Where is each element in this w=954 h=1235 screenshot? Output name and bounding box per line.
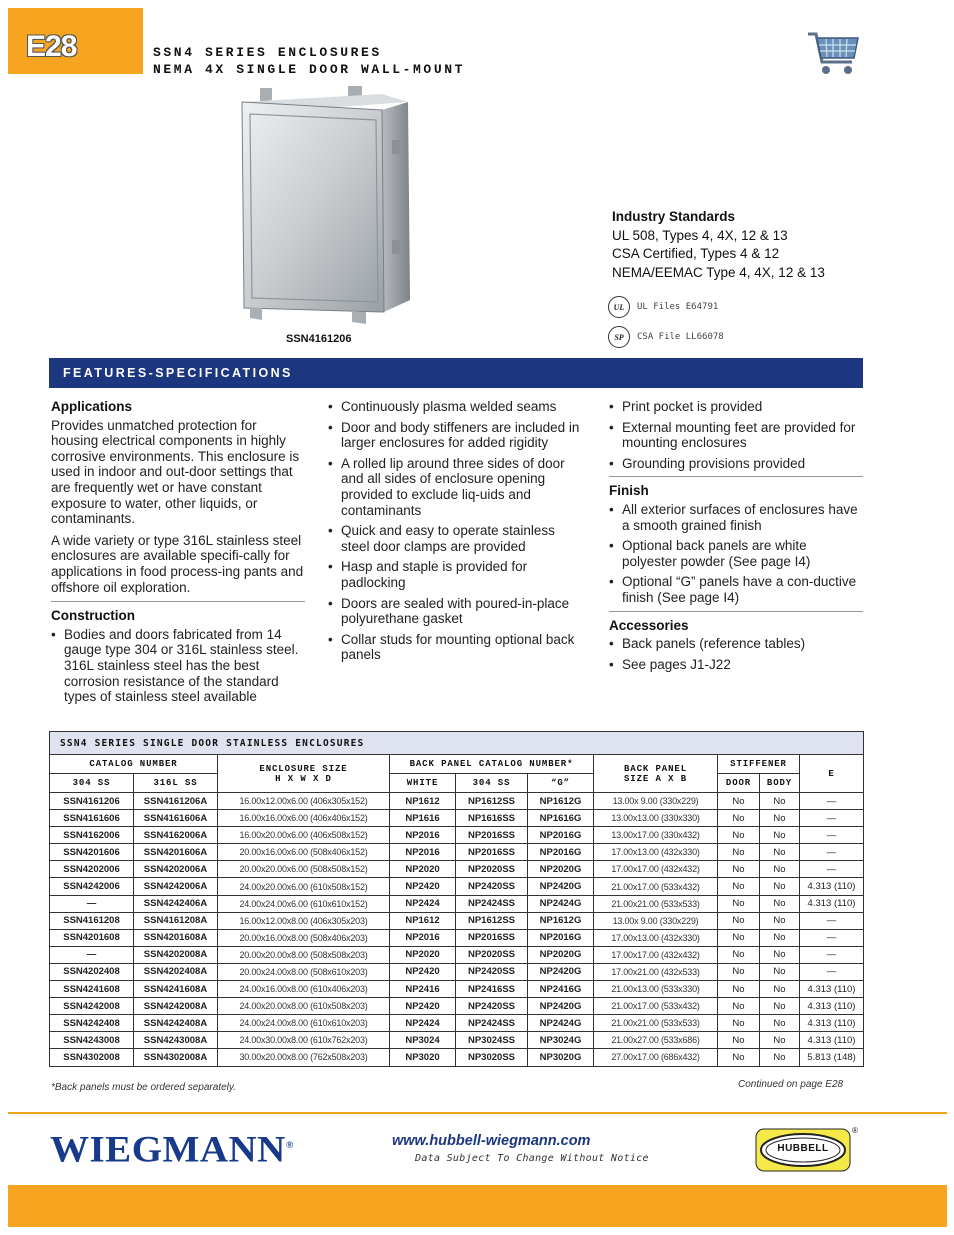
ul-cert-row [608, 296, 718, 318]
cell-g: NP1612G [528, 793, 594, 810]
cell-enclosure-size: 16.00x16.00x6.00 (406x406x152) [218, 810, 390, 827]
cell-door: No [718, 963, 760, 980]
back-panel-size-label: BACK PANEL [623, 763, 687, 774]
cell-bp-size: 13.00x 9.00 (330x229) [594, 912, 718, 929]
cell-316lss: SSN4201608A [134, 929, 218, 946]
cell-enclosure-size: 20.00x20.00x6.00 (508x508x152) [218, 861, 390, 878]
footnote: *Back panels must be ordered separately. [51, 1082, 236, 1093]
feature-item: • Grounding provisions provided [609, 456, 863, 472]
cell-bp-304ss: NP2020SS [456, 861, 528, 878]
cell-body: No [760, 844, 800, 861]
cell-bp-size: 21.00x21.00 (533x533) [594, 1015, 718, 1032]
csa-file: CSA File LL66078 [637, 332, 724, 342]
cell-bp-size: 21.00x17.00 (533x432) [594, 878, 718, 895]
hubbell-wordmark: HUBBELL [777, 1143, 829, 1154]
cell-door: No [718, 1015, 760, 1032]
cell-304ss: SSN4242006 [50, 878, 134, 895]
cell-white: NP1612 [390, 793, 456, 810]
cell-door: No [718, 878, 760, 895]
cell-g: NP2420G [528, 878, 594, 895]
cell-bp-304ss: NP2424SS [456, 1015, 528, 1032]
table-title: SSN4 SERIES SINGLE DOOR STAINLESS ENCLOSURES [50, 732, 864, 755]
applications-paragraph: Provides unmatched protection for housing electrical components in highly corrosive environments. This enclosure is used in indoor and out-door settings that are frequently wet or have constant exposure to water, other liquids, or contaminants. [51, 417, 300, 527]
cell-white: NP2416 [390, 981, 456, 998]
cell-body: No [760, 1015, 800, 1032]
cell-white: NP2420 [390, 998, 456, 1015]
cell-bp-size: 21.00x17.00 (533x432) [594, 998, 718, 1015]
table-row [50, 810, 864, 827]
cell-316lss: SSN4161206A [134, 793, 218, 810]
industry-standards [612, 208, 825, 282]
cell-door: No [718, 844, 760, 861]
ss304-header: 304 SS [50, 774, 134, 793]
enclosure-table-wrap [49, 731, 863, 1067]
back-panel-size-header [594, 755, 718, 793]
cell-316lss: SSN4202008A [134, 946, 218, 963]
cell-304ss: SSN4161206 [50, 793, 134, 810]
table-row [50, 827, 864, 844]
cell-e: — [800, 912, 864, 929]
g-header: “G” [528, 774, 594, 793]
table-row [50, 895, 864, 912]
cell-bp-size: 13.00x 9.00 (330x229) [594, 793, 718, 810]
cell-316lss: SSN4161208A [134, 912, 218, 929]
cell-door: No [718, 929, 760, 946]
cell-304ss: — [50, 895, 134, 912]
brand-mark: ® [285, 1140, 294, 1151]
enclosure-size-label: ENCLOSURE SIZE [259, 763, 348, 774]
cell-white: NP2420 [390, 878, 456, 895]
body-header: BODY [760, 774, 800, 793]
features-col-3 [609, 399, 863, 677]
cell-e: 4.313 (110) [800, 1015, 864, 1032]
cell-door: No [718, 946, 760, 963]
standard-line: CSA Certified, Types 4 & 12 [612, 246, 780, 261]
enclosure-table [49, 731, 864, 1067]
cell-bp-size: 17.00x13.00 (432x330) [594, 844, 718, 861]
e-header: E [800, 755, 864, 793]
cell-304ss: SSN4243008 [50, 1032, 134, 1049]
cell-bp-304ss: NP2420SS [456, 878, 528, 895]
cell-g: NP3024G [528, 1032, 594, 1049]
cell-304ss: SSN4201608 [50, 929, 134, 946]
cell-g: NP1612G [528, 912, 594, 929]
cell-304ss: SSN4162006 [50, 827, 134, 844]
table-row [50, 861, 864, 878]
feature-item: • Continuously plasma welded seams [328, 399, 584, 415]
cell-bp-size: 17.00x21.00 (432x533) [594, 963, 718, 980]
cell-g: NP2420G [528, 963, 594, 980]
cell-bp-size: 17.00x17.00 (432x432) [594, 861, 718, 878]
accessories-item: • Back panels (reference tables) [609, 636, 863, 652]
cell-enclosure-size: 24.00x20.00x6.00 (610x508x152) [218, 878, 390, 895]
table-row [50, 963, 864, 980]
construction-item: • Bodies and doors fabricated from 14 gauge type 304 or 316L stainless steel. 316L stainless steel has the best corrosion resistance of the standard types of stainless steel available [51, 627, 305, 705]
cell-enclosure-size: 20.00x20.00x8.00 (508x508x203) [218, 946, 390, 963]
hubbell-mark: ® [852, 1126, 858, 1135]
cell-316lss: SSN4242008A [134, 998, 218, 1015]
cell-bp-size: 21.00x13.00 (533x330) [594, 981, 718, 998]
cell-e: 4.313 (110) [800, 1032, 864, 1049]
cell-316lss: SSN4162006A [134, 827, 218, 844]
cell-white: NP2424 [390, 895, 456, 912]
title-line-2: NEMA 4X SINGLE DOOR WALL-MOUNT [153, 62, 466, 77]
feature-item: • A rolled lip around three sides of door and all sides of enclosure opening provided to exclude liq-uids and contaminants [328, 456, 584, 518]
cell-door: No [718, 895, 760, 912]
cell-door: No [718, 861, 760, 878]
cell-body: No [760, 946, 800, 963]
back-panel-size-dims: SIZE A X B [623, 773, 687, 784]
cell-body: No [760, 1032, 800, 1049]
ul-file: UL Files E64791 [637, 302, 719, 312]
table-row [50, 929, 864, 946]
hubbell-logo [755, 1128, 858, 1172]
cell-white: NP2020 [390, 861, 456, 878]
feature-item: • Door and body stiffeners are included in larger enclosures for added rigidity [328, 420, 584, 451]
cell-white: NP2016 [390, 929, 456, 946]
table-row [50, 998, 864, 1015]
back-panel-catalog-header: BACK PANEL CATALOG NUMBER* [390, 755, 594, 774]
table-row [50, 1049, 864, 1066]
ss316-header: 316L SS [134, 774, 218, 793]
cell-e: — [800, 861, 864, 878]
table-row [50, 981, 864, 998]
white-header: WHITE [390, 774, 456, 793]
cell-g: NP2416G [528, 981, 594, 998]
shopping-cart-icon[interactable] [806, 28, 862, 80]
cell-304ss: — [50, 946, 134, 963]
cell-g: NP3020G [528, 1049, 594, 1066]
cell-body: No [760, 998, 800, 1015]
footer-divider [8, 1112, 947, 1114]
cell-enclosure-size: 24.00x16.00x8.00 (610x406x203) [218, 981, 390, 998]
accessories-heading: Accessories [609, 617, 689, 633]
cell-body: No [760, 827, 800, 844]
divider [609, 611, 863, 612]
cell-door: No [718, 981, 760, 998]
brand-name: WIEGMANN [50, 1129, 286, 1170]
finish-heading: Finish [609, 483, 649, 499]
cell-white: NP1612 [390, 912, 456, 929]
stiffener-header: STIFFENER [718, 755, 800, 774]
cell-bp-304ss: NP2020SS [456, 946, 528, 963]
cell-e: — [800, 929, 864, 946]
features-bar-label: FEATURES-SPECIFICATIONS [63, 366, 293, 380]
cell-door: No [718, 827, 760, 844]
cell-body: No [760, 963, 800, 980]
cell-bp-304ss: NP3024SS [456, 1032, 528, 1049]
features-col-1 [51, 399, 305, 710]
continued-note: Continued on page E28 [738, 1079, 844, 1090]
cell-white: NP2420 [390, 963, 456, 980]
table-body [50, 793, 864, 1067]
cell-white: NP2020 [390, 946, 456, 963]
applications-paragraph: A wide variety or type 316L stainless steel enclosures are available specifi-cally for applications in food process-ing pants and offshore oil exploration. [51, 532, 304, 595]
cell-body: No [760, 810, 800, 827]
cell-304ss: SSN4242408 [50, 1015, 134, 1032]
cell-304ss: SSN4201606 [50, 844, 134, 861]
cell-316lss: SSN4242006A [134, 878, 218, 895]
finish-item: • Optional “G” panels have a con-ductive finish (See page I4) [609, 574, 863, 605]
cell-bp-304ss: NP1616SS [456, 810, 528, 827]
cell-g: NP2424G [528, 1015, 594, 1032]
cell-316lss: SSN4302008A [134, 1049, 218, 1066]
cell-316lss: SSN4202006A [134, 861, 218, 878]
wiegmann-logo [50, 1128, 294, 1171]
cell-enclosure-size: 24.00x20.00x8.00 (610x508x203) [218, 998, 390, 1015]
cell-body: No [760, 861, 800, 878]
cell-door: No [718, 1032, 760, 1049]
website-link[interactable]: www.hubbell-wiegmann.com [392, 1133, 591, 1149]
bp304-header: 304 SS [456, 774, 528, 793]
cell-316lss: SSN4243008A [134, 1032, 218, 1049]
cell-door: No [718, 810, 760, 827]
cell-body: No [760, 929, 800, 946]
cell-316lss: SSN4201606A [134, 844, 218, 861]
table-row [50, 946, 864, 963]
cell-304ss: SSN4202408 [50, 963, 134, 980]
divider [51, 601, 305, 602]
cell-316lss: SSN4161606A [134, 810, 218, 827]
cell-304ss: SSN4242008 [50, 998, 134, 1015]
cell-g: NP2020G [528, 946, 594, 963]
cell-g: NP2016G [528, 844, 594, 861]
cell-bp-304ss: NP1612SS [456, 793, 528, 810]
title-line-1: SSN4 SERIES ENCLOSURES [153, 45, 382, 60]
table-row [50, 1015, 864, 1032]
cell-enclosure-size: 16.00x12.00x8.00 (406x305x203) [218, 912, 390, 929]
cell-bp-304ss: NP3020SS [456, 1049, 528, 1066]
cell-bp-size: 13.00x17.00 (330x432) [594, 827, 718, 844]
table-row [50, 844, 864, 861]
enclosure-size-header [218, 755, 390, 793]
cell-e: 4.313 (110) [800, 998, 864, 1015]
cell-bp-304ss: NP2016SS [456, 844, 528, 861]
cell-bp-304ss: NP2420SS [456, 963, 528, 980]
cell-316lss: SSN4242408A [134, 1015, 218, 1032]
cell-door: No [718, 793, 760, 810]
cell-enclosure-size: 24.00x24.00x8.00 (610x610x203) [218, 1015, 390, 1032]
cell-white: NP2016 [390, 827, 456, 844]
door-header: DOOR [718, 774, 760, 793]
cell-body: No [760, 878, 800, 895]
cell-white: NP1616 [390, 810, 456, 827]
standard-line: NEMA/EEMAC Type 4, 4X, 12 & 13 [612, 264, 825, 280]
cell-e: 4.313 (110) [800, 895, 864, 912]
enclosure-photo [232, 80, 422, 325]
cell-e: — [800, 827, 864, 844]
cell-enclosure-size: 16.00x12.00x6.00 (406x305x152) [218, 793, 390, 810]
cell-304ss: SSN4161208 [50, 912, 134, 929]
cell-e: — [800, 963, 864, 980]
cell-e: 4.313 (110) [800, 878, 864, 895]
cell-e: — [800, 810, 864, 827]
cell-bp-304ss: NP2424SS [456, 895, 528, 912]
page-title [153, 44, 465, 78]
cell-304ss: SSN4202006 [50, 861, 134, 878]
cell-bp-304ss: NP2016SS [456, 929, 528, 946]
cell-bp-304ss: NP2420SS [456, 998, 528, 1015]
standard-line: UL 508, Types 4, 4X, 12 & 13 [612, 227, 788, 243]
cell-bp-size: 13.00x13.00 (330x330) [594, 810, 718, 827]
cell-304ss: SSN4302008 [50, 1049, 134, 1066]
csa-cert-row [608, 326, 724, 348]
cell-e: — [800, 946, 864, 963]
applications-heading: Applications [51, 399, 133, 414]
cell-316lss: SSN4242406A [134, 895, 218, 912]
csa-logo-icon: SP [608, 326, 630, 348]
cell-e: 5.813 (148) [800, 1049, 864, 1066]
cell-enclosure-size: 24.00x30.00x8.00 (610x762x203) [218, 1032, 390, 1049]
cell-bp-304ss: NP1612SS [456, 912, 528, 929]
features-col-2 [328, 399, 584, 668]
cell-body: No [760, 895, 800, 912]
photo-caption: SSN4161206 [286, 333, 352, 345]
cell-body: No [760, 912, 800, 929]
cell-door: No [718, 1049, 760, 1066]
cell-e: — [800, 793, 864, 810]
feature-item: • Collar studs for mounting optional back panels [328, 632, 584, 663]
cell-g: NP2420G [528, 998, 594, 1015]
ul-logo-icon: UL [608, 296, 630, 318]
page-number: E28 [26, 30, 77, 63]
cell-white: NP2424 [390, 1015, 456, 1032]
cell-enclosure-size: 24.00x24.00x6.00 (610x610x152) [218, 895, 390, 912]
cell-door: No [718, 912, 760, 929]
cell-bp-size: 17.00x13.00 (432x330) [594, 929, 718, 946]
finish-item: • All exterior surfaces of enclosures have a smooth grained finish [609, 502, 863, 533]
finish-item: • Optional back panels are white polyester powder (See page I4) [609, 538, 863, 569]
footer-bar [8, 1185, 947, 1227]
table-row [50, 878, 864, 895]
feature-item: • Quick and easy to operate stainless steel door clamps are provided [328, 523, 584, 554]
enclosure-size-dims: H X W X D [275, 773, 332, 784]
cell-bp-304ss: NP2416SS [456, 981, 528, 998]
cell-bp-size: 21.00x27.00 (533x686) [594, 1032, 718, 1049]
table-row [50, 793, 864, 810]
accessories-item: • See pages J1-J22 [609, 657, 863, 673]
cell-body: No [760, 981, 800, 998]
cell-bp-size: 27.00x17.00 (686x432) [594, 1049, 718, 1066]
cell-bp-size: 17.00x17.00 (432x432) [594, 946, 718, 963]
feature-item: • Print pocket is provided [609, 399, 863, 415]
cell-enclosure-size: 20.00x24.00x8.00 (508x610x203) [218, 963, 390, 980]
change-notice: Data Subject To Change Without Notice [415, 1153, 649, 1164]
cell-g: NP2020G [528, 861, 594, 878]
feature-item: • Doors are sealed with poured-in-place polyurethane gasket [328, 596, 584, 627]
construction-heading: Construction [51, 608, 135, 624]
cell-white: NP3020 [390, 1049, 456, 1066]
cell-316lss: SSN4241608A [134, 981, 218, 998]
cell-bp-size: 21.00x21.00 (533x533) [594, 895, 718, 912]
table-row [50, 912, 864, 929]
cell-enclosure-size: 30.00x20.00x8.00 (762x508x203) [218, 1049, 390, 1066]
standards-heading: Industry Standards [612, 209, 736, 224]
cell-white: NP3024 [390, 1032, 456, 1049]
feature-item: • External mounting feet are provided for mounting enclosures [609, 420, 863, 451]
cell-white: NP2016 [390, 844, 456, 861]
cell-g: NP2016G [528, 827, 594, 844]
cell-body: No [760, 793, 800, 810]
cell-g: NP2424G [528, 895, 594, 912]
cell-body: No [760, 1049, 800, 1066]
cell-304ss: SSN4161606 [50, 810, 134, 827]
catalog-number-header: CATALOG NUMBER [50, 755, 218, 774]
table-row [50, 1032, 864, 1049]
cell-door: No [718, 998, 760, 1015]
cell-bp-304ss: NP2016SS [456, 827, 528, 844]
cell-g: NP1616G [528, 810, 594, 827]
feature-item: • Hasp and staple is provided for padlocking [328, 559, 584, 590]
cell-g: NP2016G [528, 929, 594, 946]
cell-e: — [800, 844, 864, 861]
cell-304ss: SSN4241608 [50, 981, 134, 998]
cell-enclosure-size: 20.00x16.00x8.00 (508x406x203) [218, 929, 390, 946]
cell-316lss: SSN4202408A [134, 963, 218, 980]
cell-enclosure-size: 16.00x20.00x6.00 (406x508x152) [218, 827, 390, 844]
divider [609, 476, 863, 477]
cell-e: 4.313 (110) [800, 981, 864, 998]
cell-enclosure-size: 20.00x16.00x6.00 (508x406x152) [218, 844, 390, 861]
